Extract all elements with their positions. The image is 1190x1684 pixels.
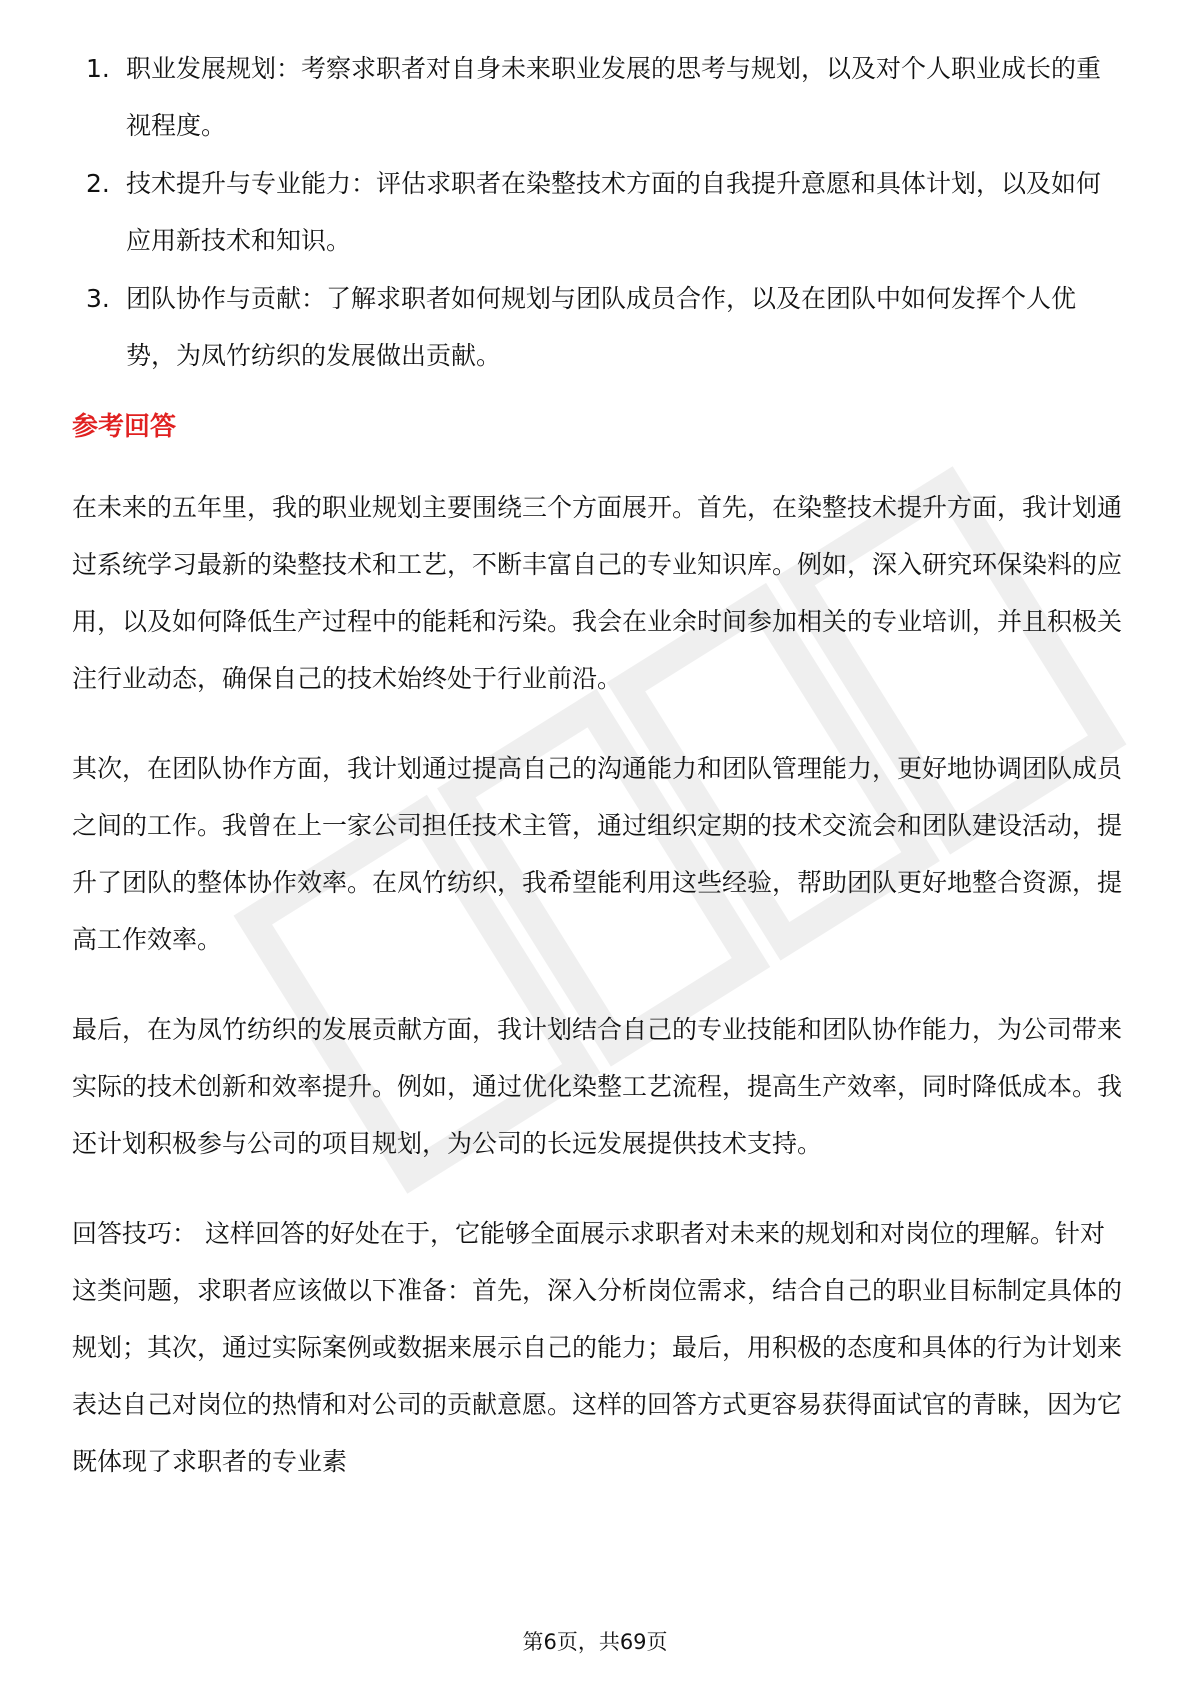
answer-tips-paragraph: 回答技巧： 这样回答的好处在于，它能够全面展示求职者对未来的规划和对岗位的理解。针对这类问题，求职者应该做以下准备：首先，深入分析岗位需求，结合自己的职业目标制定具体的规划；其次，通过实际案例或数据来展示自己的能力；最后，用积极的态度和具体的行为计划来表达自己对岗位的热情和对公司的贡献意愿。这样的回答方式更容易获得面试官的青睐，因为它既体现了求职者的专业素: [72, 1219, 1123, 1476]
list-item: [84, 40, 1124, 154]
page-number: 第6页，共69页: [522, 1630, 668, 1654]
list-item-text: 职业发展规划：考察求职者对自身未来职业发展的思考与规划，以及对个人职业成长的重视程度。: [126, 54, 1102, 140]
list-item: [84, 155, 1124, 269]
list-item-text: 技术提升与专业能力：评估求职者在染整技术方面的自我提升意愿和具体计划，以及如何应用新技术和知识。: [126, 169, 1102, 255]
answer-paragraph: 最后，在为凤竹纺织的发展贡献方面，我计划结合自己的专业技能和团队协作能力，为公司带来实际的技术创新和效率提升。例如，通过优化染整工艺流程，提高生产效率，同时降低成本。我还计划积极参与公司的项目规划，为公司的长远发展提供技术支持。: [72, 1015, 1123, 1158]
list-item: [84, 270, 1124, 384]
list-item-number: 2.: [86, 169, 110, 198]
question-points-list: [84, 40, 1124, 385]
list-item-number: 3.: [86, 284, 110, 313]
list-item-text: 团队协作与贡献：了解求职者如何规划与团队成员合作，以及在团队中如何发挥个人优势，为凤竹纺织的发展做出贡献。: [126, 284, 1077, 370]
answer-paragraph: 在未来的五年里，我的职业规划主要围绕三个方面展开。首先，在染整技术提升方面，我计划通过系统学习最新的染整技术和工艺，不断丰富自己的专业知识库。例如，深入研究环保染料的应用，以及如何降低生产过程中的能耗和污染。我会在业余时间参加相关的专业培训，并且积极关注行业动态，确保自己的技术始终处于行业前沿。: [72, 493, 1123, 693]
section-heading: 参考回答: [72, 412, 177, 442]
answer-paragraph: 其次，在团队协作方面，我计划通过提高自己的沟通能力和团队管理能力，更好地协调团队成员之间的工作。我曾在上一家公司担任技术主管，通过组织定期的技术交流会和团队建设活动，提升了团队的整体协作效率。在凤竹纺织，我希望能利用这些经验，帮助团队更好地整合资源，提高工作效率。: [72, 754, 1123, 954]
answer-body: [72, 479, 1122, 1523]
list-item-number: 1.: [86, 54, 110, 83]
